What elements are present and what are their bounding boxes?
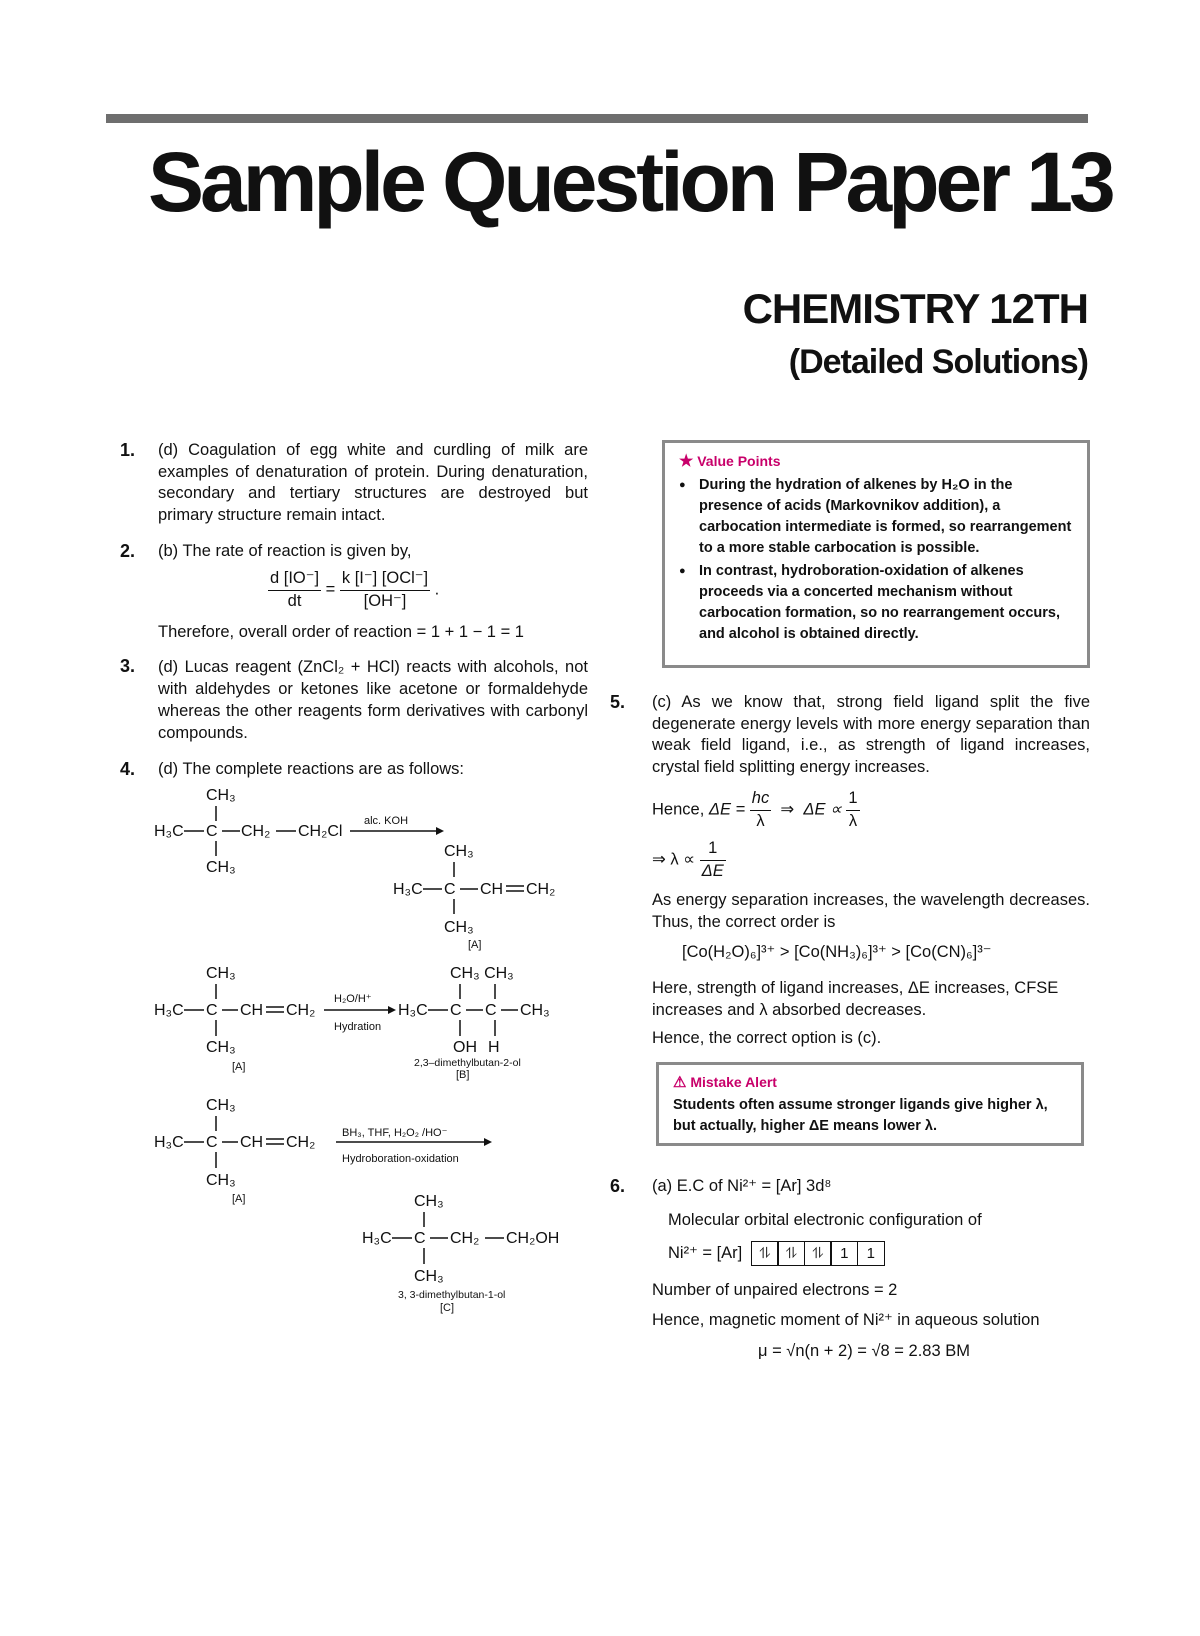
- r3-arrowhead: [484, 1138, 492, 1146]
- r2-c: C: [206, 1002, 218, 1019]
- prodA-c: C: [444, 881, 456, 898]
- r1-top-ch3: CH₃: [206, 787, 236, 804]
- prodB-h: H: [488, 1039, 500, 1056]
- prodC-ch2: CH₂: [450, 1230, 480, 1247]
- one-num-2: 1: [700, 838, 726, 861]
- orbital-box: 1: [857, 1241, 885, 1266]
- value-point-1: ● During the hydration of alkenes by H₂O in the presence of acids (Markovnikov addition), a carbocation intermediate is formed, so rearrangement to a more stable carbocation is possible.: [679, 475, 1075, 559]
- q4-number: 4.: [120, 759, 136, 779]
- q1-answer: (d) Coagulation of egg white and curdling of milk are examples of denaturation of protein. During denaturation, secondary and tertiary structures are destroyed but primary structure remain intact.: [158, 441, 588, 524]
- one-over-lambda: [846, 788, 859, 832]
- label-C: [C]: [440, 1302, 455, 1314]
- one-over-de: [700, 838, 726, 882]
- reaction-1: [154, 787, 555, 951]
- r2-bottom-ch3: CH₃: [206, 1039, 236, 1056]
- name-B: 2,3–dimethylbutan-2-ol: [414, 1057, 521, 1069]
- rate-rhs-den: [OH⁻]: [363, 591, 407, 610]
- label-B: [B]: [456, 1069, 470, 1081]
- prodB-top-ch3: CH₃ CH₃: [450, 965, 514, 982]
- r2-condition: Hydration: [334, 1021, 382, 1033]
- prodC-top-ch3: CH₃: [414, 1193, 444, 1210]
- q6-mo-text: Molecular orbital electronic configuration of: [668, 1211, 982, 1229]
- hence-label: Hence,: [652, 800, 705, 819]
- r3-condition: Hydroboration-oxidation: [342, 1153, 459, 1165]
- subject-heading: CHEMISTRY 12TH: [742, 285, 1088, 332]
- r2-arrowhead: [388, 1006, 396, 1014]
- rate-lhs: [268, 568, 321, 612]
- prodB-right-ch3: CH₃: [520, 1002, 550, 1019]
- label-A-3: [A]: [232, 1193, 246, 1205]
- page-title: Sample Question Paper 13: [148, 135, 1112, 229]
- lambda-den-2: λ: [848, 811, 858, 830]
- prodB-oh: OH: [453, 1039, 477, 1056]
- lambda-prop: ⇒ λ ∝: [652, 850, 696, 869]
- r1-ch2: CH₂: [241, 823, 271, 840]
- q5-answer-line: Hence, the correct option is (c).: [652, 1029, 882, 1047]
- q2-conclusion: Therefore, overall order of reaction = 1 + 1 − 1 = 1: [158, 623, 524, 641]
- ni-label: Ni²⁺ = [Ar]: [668, 1243, 743, 1262]
- r1-ch2cl: CH₂Cl: [298, 823, 343, 840]
- orbital-box: 1: [830, 1241, 858, 1266]
- q1-number: 1.: [120, 440, 136, 460]
- r2-ch2: CH₂: [286, 1002, 316, 1019]
- r3-reagent: BH₃, THF, H₂O₂ /HO⁻: [342, 1127, 448, 1139]
- mistake-alert-box: [656, 1062, 1084, 1146]
- rate-rhs: [340, 568, 430, 612]
- q5-number: 5.: [610, 692, 626, 712]
- orbital-box: ⥮: [777, 1241, 805, 1266]
- r1-c: C: [206, 823, 218, 840]
- q2-number: 2.: [120, 541, 136, 561]
- prodC-h3c: H₃C: [362, 1230, 392, 1247]
- r1-bottom-ch3: CH₃: [206, 859, 236, 876]
- de-prop: ΔE ∝: [803, 800, 842, 819]
- prodC-ch2oh: CH₂OH: [506, 1230, 560, 1247]
- energy-relation: [652, 788, 860, 832]
- prodB-c1: C: [450, 1002, 462, 1019]
- rate-equation: [268, 568, 439, 612]
- q6-moment-text: Hence, magnetic moment of Ni²⁺ in aqueous solution: [652, 1311, 1040, 1329]
- hc: hc: [750, 788, 771, 811]
- label-A-2: [A]: [232, 1061, 246, 1073]
- rate-lhs-num: d [IO⁻]: [268, 568, 321, 591]
- r2-reagent: H₂O/H⁺: [334, 993, 372, 1005]
- value-point-2: ● In contrast, hydroboration-oxidation of alkenes proceeds via a concerted mechanism without carbocation formation, so no rearrangement occurs, and alcohol is obtained directly.: [679, 561, 1075, 645]
- mistake-alert-text: Students often assume stronger ligands give higher λ, but actually, higher ΔE means lower λ.: [673, 1097, 1048, 1134]
- q3-answer: (d) Lucas reagent (ZnCl₂ + HCl) reacts with alcohols, not with aldehydes or ketones like acetone or formaldehyde whereas the other reagents form derivatives with carbonyl compounds.: [158, 658, 588, 742]
- magnetic-moment-formula: μ = √n(n + 2) = √8 = 2.83 BM: [758, 1342, 970, 1360]
- prodB-c2: C: [485, 1002, 497, 1019]
- q3-number: 3.: [120, 656, 136, 676]
- orbital-diagram: [668, 1241, 885, 1266]
- prodA-ch: CH: [480, 881, 504, 898]
- r2-ch: CH: [240, 1002, 264, 1019]
- star-icon: ★: [679, 453, 694, 470]
- value-points-header: [679, 451, 1075, 471]
- de-lhs: ΔE =: [708, 800, 746, 819]
- ligand-order: [Co(H₂O)₆]³⁺ > [Co(NH₃)₆]³⁺ > [Co(CN)₆]³⁻: [682, 943, 992, 961]
- orbital-box: ⥮: [751, 1241, 779, 1266]
- value-points-box: [662, 440, 1090, 668]
- top-rule: [106, 114, 1088, 123]
- value-points-title: Value Points: [697, 453, 781, 469]
- reaction-3: [154, 1097, 559, 1314]
- q4-intro: (d) The complete reactions are as follows:: [158, 760, 464, 778]
- q5-text2: As energy separation increases, the wavelength decreases. Thus, the correct order is: [652, 891, 1090, 931]
- mistake-alert-title: Mistake Alert: [690, 1074, 777, 1090]
- prodA-bottom-ch3: CH₃: [444, 919, 474, 936]
- warning-icon: ⚠: [673, 1074, 687, 1091]
- subtitle-heading: (Detailed Solutions): [788, 343, 1088, 381]
- r3-c: C: [206, 1134, 218, 1151]
- lambda-den: λ: [756, 811, 765, 830]
- r3-top-ch3: CH₃: [206, 1097, 236, 1114]
- mistake-alert-header: [673, 1073, 1069, 1091]
- reaction-2: [154, 965, 550, 1081]
- rate-dot: .: [434, 580, 440, 599]
- reaction-schemes: [140, 780, 590, 1340]
- hc-over-lambda: [750, 788, 771, 832]
- prodA-ch2: CH₂: [526, 881, 556, 898]
- prodB-h3c: H₃C: [398, 1002, 428, 1019]
- orbital-box: ⥮: [804, 1241, 832, 1266]
- prodC-c: C: [414, 1230, 426, 1247]
- q5-answer: (c) As we know that, strong field ligand split the five degenerate energy levels with more energy separation than weak field ligand, i.e., as strength of ligand increases, crystal field splitting energy increases.: [652, 693, 1090, 776]
- name-C: 3, 3-dimethylbutan-1-ol: [398, 1289, 506, 1301]
- label-A-1: [A]: [468, 939, 482, 951]
- q5-text3: Here, strength of ligand increases, ΔE increases, CFSE increases and λ absorbed decreases.: [652, 979, 1059, 1019]
- r3-ch2: CH₂: [286, 1134, 316, 1151]
- q6-ec: (a) E.C of Ni²⁺ = [Ar] 3d⁸: [652, 1177, 832, 1195]
- prodA-h3c: H₃C: [393, 881, 423, 898]
- q6-unpaired: Number of unpaired electrons = 2: [652, 1281, 898, 1299]
- r2-h3c: H₃C: [154, 1002, 184, 1019]
- prodA-top-ch3: CH₃: [444, 843, 474, 860]
- implies-symbol: ⇒: [780, 800, 795, 819]
- r1-h3c: H₃C: [154, 823, 184, 840]
- rate-rhs-num: k [I⁻] [OCl⁻]: [340, 568, 430, 591]
- one-num: 1: [846, 788, 859, 811]
- r2-top-ch3: CH₃: [206, 965, 236, 982]
- r1-reagent: alc. KOH: [364, 815, 409, 827]
- lambda-relation: [652, 838, 726, 882]
- r1-arrowhead: [436, 827, 444, 835]
- r3-bottom-ch3: CH₃: [206, 1172, 236, 1189]
- r3-ch: CH: [240, 1134, 264, 1151]
- q2-intro: (b) The rate of reaction is given by,: [158, 542, 412, 560]
- prodC-bottom-ch3: CH₃: [414, 1268, 444, 1285]
- rate-lhs-den: dt: [287, 591, 302, 610]
- q6-number: 6.: [610, 1176, 626, 1196]
- delta-e-den: ΔE: [701, 861, 724, 880]
- r3-h3c: H₃C: [154, 1134, 184, 1151]
- rate-eq-sign: =: [325, 580, 336, 599]
